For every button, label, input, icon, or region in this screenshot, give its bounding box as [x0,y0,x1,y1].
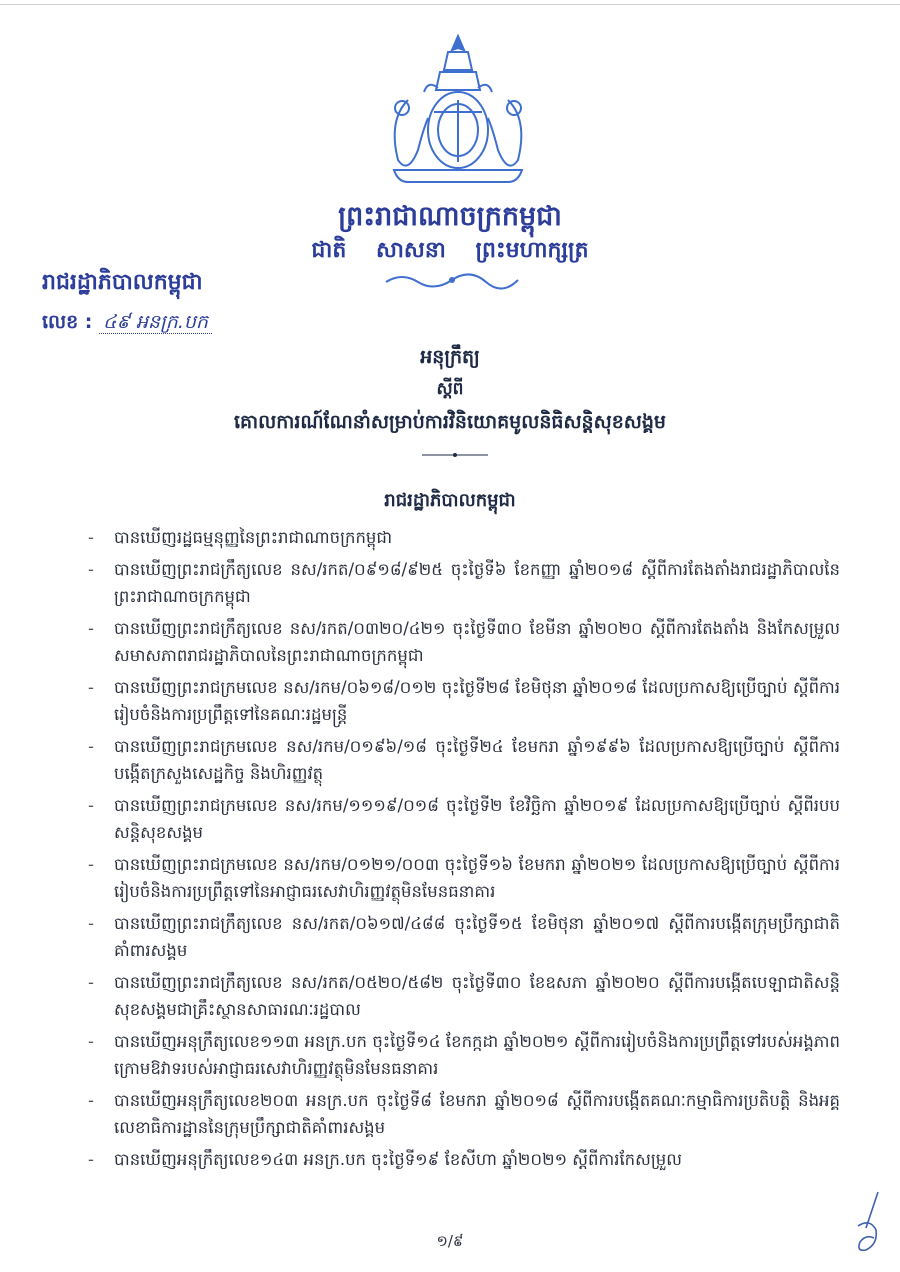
decree-subject: គោលការណ៍ណែនាំសម្រាប់ការវិនិយោគមូលនិធិសន្តិសុខសង្គម [234,411,666,433]
title-divider [420,450,490,460]
page-number: ១/៩ [436,1232,464,1250]
list-item: - បានឃើញព្រះរាជក្រឹត្យលេខ នស/រកត/០៩១៨/៩២៥ ចុះថ្ងៃទី៦ ខែកញ្ញា ឆ្នាំ២០១៨ ស្តីពីការតែងតាំងរាជរដ្ឋាភិបាលនៃព្រះរាជាណាចក្រកម្ពុជា [88,560,840,606]
clause-text: បានឃើញព្រះរាជក្រឹត្យលេខ នស/រកត/០៩១៨/៩២៥ ចុះថ្ងៃទី៦ ខែកញ្ញា ឆ្នាំ២០១៨ ស្តីពីការតែងតាំងរាជរដ្ឋាភិបាលនៃព្រះរាជាណាចក្រកម្ពុជា [114,560,840,606]
clause-text: បានឃើញអនុក្រឹត្យលេខ១១៣ អនក្រ.បក ចុះថ្ងៃទី១៤ ខែកក្កដា ឆ្នាំ២០២១ ស្តីពីការរៀបចំនិងការប្រព្រឹត្តទៅរបស់អង្គភាពក្រោមឱវាទរបស់អាជ្ញាធរសេវាហិរញ្ញវត្ថុមិនមែនធនាគារ [114,1032,840,1078]
clause-text: បានឃើញព្រះរាជក្រឹត្យលេខ នស/រកត/០៥២០/៥៨២ ចុះថ្ងៃទី៣០ ខែឧសភា ឆ្នាំ២០២០ ស្តីពីការបង្កើតបេឡាជាតិសន្តិសុខសង្គមជាគ្រឹះស្ថានសាធារណៈរដ្ឋបាល [114,973,840,1019]
list-item: - បានឃើញព្រះរាជក្រមលេខ នស/រកម/០៦១៨/០១២ ចុះថ្ងៃទី២៨ ខែមិថុនា ឆ្នាំ២០១៨ ដែលប្រកាសឱ្យប្រើច្បាប់ ស្តីពីការរៀបចំនិងការប្រព្រឹត្តទៅនៃគណៈរដ្ឋមន្ត្រី [88,678,840,724]
issuing-authority: រាជរដ្ឋាភិបាលកម្ពុជា [42,270,203,295]
document-number [42,308,212,336]
clause-text: បានឃើញព្រះរាជក្រមលេខ នស/រកម/០៦១៨/០១២ ចុះថ្ងៃទី២៨ ខែមិថុនា ឆ្នាំ២០១៨ ដែលប្រកាសឱ្យប្រើច្បាប់ ស្តីពីការរៀបចំនិងការប្រព្រឹត្តទៅនៃគណៈរដ្ឋមន្ត្រី [114,678,840,724]
motto-ornament [382,270,522,290]
list-item: - បានឃើញព្រះរាជក្រមលេខ នស/រកម/១១១៩/០១៨ ចុះថ្ងៃទី២ ខែវិច្ឆិកា ឆ្នាំ២០១៩ ដែលប្រកាសឱ្យប្រើច្បាប់ ស្តីពីរបបសន្តិសុខសង្គម [88,796,840,842]
body-heading: រាជរដ្ឋាភិបាលកម្ពុជា [384,490,516,511]
document-number-value: ៤៩ អនក្រ.បក [99,311,212,334]
handwritten-initials [848,1188,888,1258]
list-item: - បានឃើញព្រះរាជក្រឹត្យលេខ នស/រកត/០៦១៧/៤៨៨ ចុះថ្ងៃទី១៥ ខែមិថុនា ឆ្នាំ២០១៧ ស្តីពីការបង្កើតក្រុមប្រឹក្សាជាតិគាំពារសង្គម [88,914,840,960]
kingdom-title: ព្រះរាជាណាចក្រកម្ពុជា [338,201,562,232]
list-item: - បានឃើញរដ្ឋធម្មនុញ្ញនៃព្រះរាជាណាចក្រកម្ពុជា [88,528,393,547]
decree-type: អនុក្រឹត្យ [420,346,480,368]
list-item: - បានឃើញព្រះរាជក្រមលេខ នស/រកម/០១២១/០០៣ ចុះថ្ងៃទី១៦ ខែមករា ឆ្នាំ២០២១ ដែលប្រកាសឱ្យប្រើច្បាប់ ស្តីពីការរៀបចំនិងការប្រព្រឹត្តទៅនៃអាជ្ញាធរសេវាហិរញ្ញវត្ថុមិនមែនធនាគារ [88,855,840,901]
clause-text: បានឃើញព្រះរាជក្រឹត្យលេខ នស/រកត/០៦១៧/៤៨៨ ចុះថ្ងៃទី១៥ ខែមិថុនា ឆ្នាំ២០១៧ ស្តីពីការបង្កើតក្រុមប្រឹក្សាជាតិគាំពារសង្គម [114,914,840,960]
clause-text: បានឃើញអនុក្រឹត្យលេខ២០៣ អនក្រ.បក ចុះថ្ងៃទី៨ ខែមករា ឆ្នាំ២០១៨ ស្តីពីការបង្កើតគណៈកម្មាធិការប្រតិបត្តិ និងអគ្គលេខាធិការដ្ឋាននៃក្រុមប្រឹក្សាជាតិគាំពារសង្គម [114,1091,840,1137]
list-item: - បានឃើញអនុក្រឹត្យលេខ១១៣ អនក្រ.បក ចុះថ្ងៃទី១៤ ខែកក្កដា ឆ្នាំ២០២១ ស្តីពីការរៀបចំនិងការប្រព្រឹត្តទៅរបស់អង្គភាពក្រោមឱវាទរបស់អាជ្ញាធរសេវាហិរញ្ញវត្ថុមិនមែនធនាគារ [88,1032,840,1078]
list-item: - បានឃើញអនុក្រឹត្យលេខ២០៣ អនក្រ.បក ចុះថ្ងៃទី៨ ខែមករា ឆ្នាំ២០១៨ ស្តីពីការបង្កើតគណៈកម្មាធិការប្រតិបត្តិ និងអគ្គលេខាធិការដ្ឋាននៃក្រុមប្រឹក្សាជាតិគាំពារសង្គម [88,1091,840,1137]
decree-regarding: ស្តីពី [436,379,464,399]
list-item: - បានឃើញព្រះរាជក្រឹត្យលេខ នស/រកត/០៣២០/៤២១ ចុះថ្ងៃទី៣០ ខែមីនា ឆ្នាំ២០២០ ស្តីពីការតែងតាំង និងកែសម្រួលសមាសភាពរាជរដ្ឋាភិបាលនៃព្រះរាជាណាចក្រកម្ពុជា [88,619,840,665]
list-item: - បានឃើញអនុក្រឹត្យលេខ១៤៣ អនក្រ.បក ចុះថ្ងៃទី១៩ ខែសីហា ឆ្នាំ២០២១ ស្តីពីការកែសម្រួល [88,1150,682,1169]
list-item: - បានឃើញព្រះរាជក្រមលេខ នស/រកម/០១៩៦/១៨ ចុះថ្ងៃទី២៤ ខែមករា ឆ្នាំ១៩៩៦ ដែលប្រកាសឱ្យប្រើច្បាប់ ស្តីពីការបង្កើតក្រសួងសេដ្ឋកិច្ច និងហិរញ្ញវត្ថុ [88,737,840,783]
clause-text: បានឃើញអនុក្រឹត្យលេខ១៤៣ អនក្រ.បក ចុះថ្ងៃទី១៩ ខែសីហា ឆ្នាំ២០២១ ស្តីពីការកែសម្រួល [114,1150,682,1169]
top-rule [0,4,900,5]
clause-text: បានឃើញរដ្ឋធម្មនុញ្ញនៃព្រះរាជាណាចក្រកម្ពុជា [114,528,393,547]
clause-text: បានឃើញព្រះរាជក្រមលេខ នស/រកម/០១២១/០០៣ ចុះថ្ងៃទី១៦ ខែមករា ឆ្នាំ២០២១ ដែលប្រកាសឱ្យប្រើច្បាប់ ស្តីពីការរៀបចំនិងការប្រព្រឹត្តទៅនៃអាជ្ញាធរសេវាហិរញ្ញវត្ថុមិនមែនធនាគារ [114,855,840,901]
document-number-label: លេខ : [42,311,93,333]
royal-arms-emblem [368,30,548,190]
clause-text: បានឃើញព្រះរាជក្រមលេខ នស/រកម/១១១៩/០១៨ ចុះថ្ងៃទី២ ខែវិច្ឆិកា ឆ្នាំ២០១៩ ដែលប្រកាសឱ្យប្រើច្បាប់ ស្តីពីរបបសន្តិសុខសង្គម [114,796,840,842]
clause-text: បានឃើញព្រះរាជក្រឹត្យលេខ នស/រកត/០៣២០/៤២១ ចុះថ្ងៃទី៣០ ខែមីនា ឆ្នាំ២០២០ ស្តីពីការតែងតាំង និងកែសម្រួលសមាសភាពរាជរដ្ឋាភិបាលនៃព្រះរាជាណាចក្រកម្ពុជា [114,619,840,665]
national-motto: ជាតិ សាសនា ព្រះមហាក្សត្រ [311,238,589,263]
clause-text: បានឃើញព្រះរាជក្រមលេខ នស/រកម/០១៩៦/១៨ ចុះថ្ងៃទី២៤ ខែមករា ឆ្នាំ១៩៩៦ ដែលប្រកាសឱ្យប្រើច្បាប់ ស្តីពីការបង្កើតក្រសួងសេដ្ឋកិច្ច និងហិរញ្ញវត្ថុ [114,737,840,783]
list-item: - បានឃើញព្រះរាជក្រឹត្យលេខ នស/រកត/០៥២០/៥៨២ ចុះថ្ងៃទី៣០ ខែឧសភា ឆ្នាំ២០២០ ស្តីពីការបង្កើតបេឡាជាតិសន្តិសុខសង្គមជាគ្រឹះស្ថានសាធារណៈរដ្ឋបាល [88,973,840,1019]
considerations-list [88,524,840,1178]
